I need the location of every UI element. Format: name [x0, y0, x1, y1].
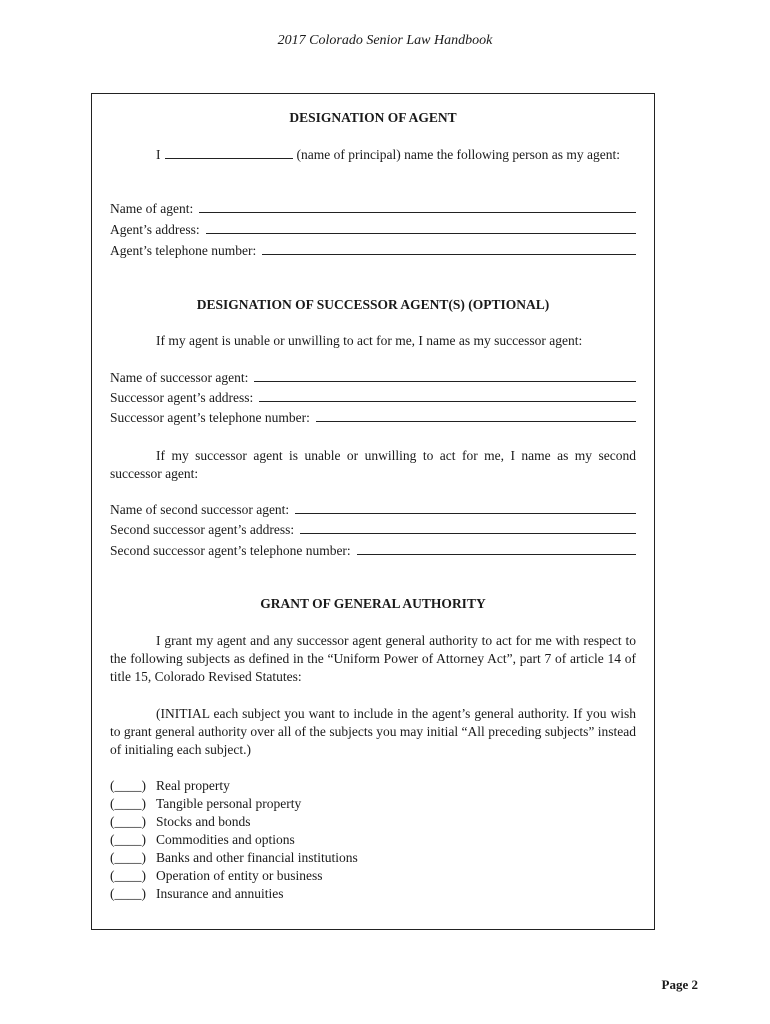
- second-successor-address-row: [110, 518, 636, 538]
- authority-item: [110, 813, 636, 831]
- initial-blank[interactable]: (____): [110, 886, 146, 901]
- successor-phone-row: [110, 406, 636, 426]
- successor-phone-field[interactable]: [316, 420, 636, 422]
- authority-item-label: Real property: [156, 778, 230, 793]
- initial-blank[interactable]: (____): [110, 796, 146, 811]
- agent-phone-field[interactable]: [262, 253, 636, 255]
- second-successor-intro: If my successor agent is unable or unwilling to act for me, I name as my second successor agent:: [110, 448, 636, 481]
- agent-phone-row: [110, 239, 636, 259]
- second-successor-phone-label: Second successor agent’s telephone number:: [110, 543, 351, 558]
- authority-item: [110, 795, 636, 813]
- grant-heading: GRANT OF GENERAL AUTHORITY: [260, 596, 486, 611]
- initial-blank[interactable]: (____): [110, 778, 146, 793]
- second-successor-name-label: Name of second successor agent:: [110, 502, 290, 517]
- page-number: Page 2: [661, 977, 698, 992]
- second-successor-phone-field[interactable]: [357, 553, 636, 555]
- successor-phone-label: Successor agent’s telephone number:: [110, 410, 310, 425]
- agent-heading: DESIGNATION OF AGENT: [289, 110, 457, 125]
- second-successor-address-label: Second successor agent’s address:: [110, 522, 295, 537]
- authority-item-label: Tangible personal property: [156, 796, 302, 811]
- authority-item-label: Stocks and bonds: [156, 814, 251, 829]
- principal-statement: [110, 146, 636, 164]
- authority-checklist: [110, 777, 636, 903]
- successor-address-label: Successor agent’s address:: [110, 390, 254, 405]
- authority-item-label: Commodities and options: [156, 832, 295, 847]
- agent-phone-label: Agent’s telephone number:: [110, 243, 257, 258]
- successor-name-field[interactable]: [254, 380, 636, 382]
- agent-address-row: [110, 218, 636, 238]
- agent-address-field[interactable]: [206, 232, 636, 234]
- successor-address-field[interactable]: [259, 400, 636, 402]
- authority-item: [110, 867, 636, 885]
- initial-blank[interactable]: (____): [110, 814, 146, 829]
- initial-instructions: (INITIAL each subject you want to include in the agent’s general authority. If you wish to grant general authority over all of the subjects you may initial “All preceding subjects” instead of initialing each subject.): [110, 706, 636, 757]
- authority-item: [110, 831, 636, 849]
- successor-intro: If my agent is unable or unwilling to act for me, I name as my successor agent:: [156, 333, 583, 348]
- second-successor-phone-row: [110, 539, 636, 559]
- form-box: [91, 93, 655, 930]
- authority-item-label: Banks and other financial institutions: [156, 850, 358, 865]
- grant-paragraph: I grant my agent and any successor agent general authority to act for me with respect to the following subjects as defined in the “Uniform Power of Attorney Act”, part 7 of article 14 of title 15, Colorado Revised Statutes:: [110, 633, 636, 684]
- initial-blank[interactable]: (____): [110, 868, 146, 883]
- successor-heading: DESIGNATION OF SUCCESSOR AGENT(S) (OPTIONAL): [196, 297, 550, 312]
- initial-blank[interactable]: (____): [110, 832, 146, 847]
- handbook-title: 2017 Colorado Senior Law Handbook: [277, 33, 493, 48]
- second-successor-name-field[interactable]: [295, 512, 636, 514]
- initial-blank[interactable]: (____): [110, 850, 146, 865]
- successor-name-row: [110, 366, 636, 386]
- successor-address-row: [110, 386, 636, 406]
- second-successor-name-row: [110, 498, 636, 518]
- principal-prefix: I: [156, 147, 161, 162]
- agent-name-field[interactable]: [199, 211, 636, 213]
- principal-suffix: (name of principal) name the following person as my agent:: [296, 147, 621, 162]
- successor-name-label: Name of successor agent:: [110, 370, 249, 385]
- authority-item: [110, 849, 636, 867]
- agent-address-label: Agent’s address:: [110, 222, 200, 237]
- agent-name-label: Name of agent:: [110, 201, 194, 216]
- principal-name-field[interactable]: [165, 146, 293, 159]
- second-successor-address-field[interactable]: [300, 532, 636, 534]
- authority-item-label: Operation of entity or business: [156, 868, 323, 883]
- authority-item: [110, 885, 636, 903]
- authority-item-label: Insurance and annuities: [156, 886, 284, 901]
- authority-item: [110, 777, 636, 795]
- agent-name-row: [110, 197, 636, 217]
